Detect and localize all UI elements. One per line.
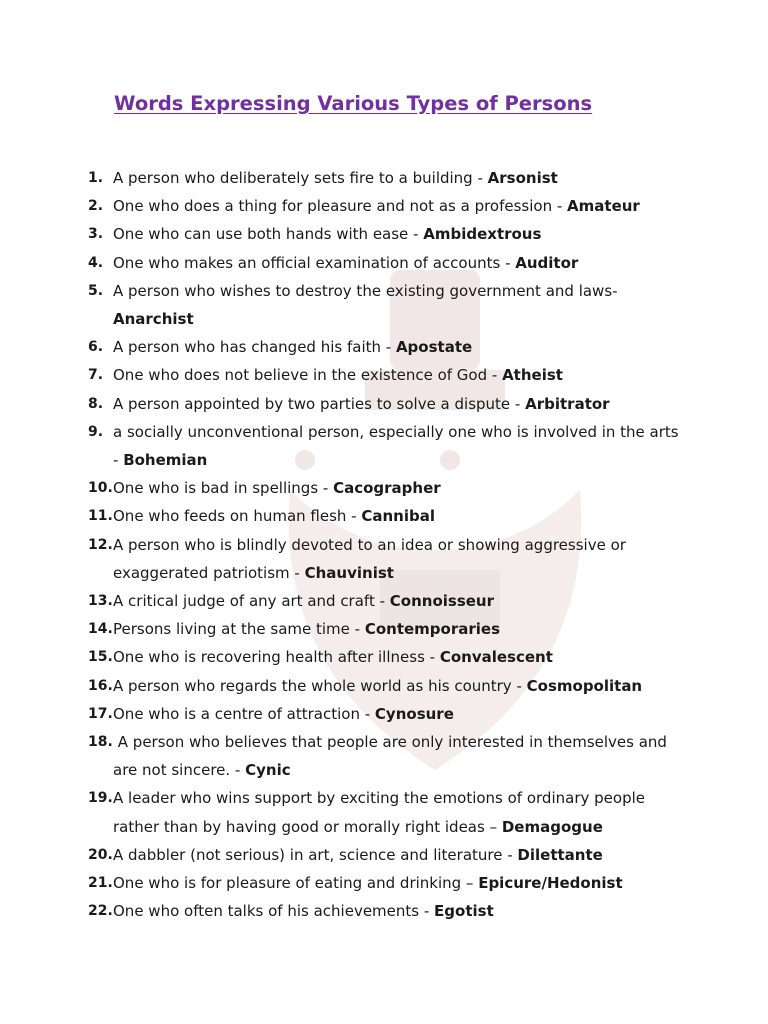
list-item [88,333,688,361]
list-item [88,164,688,192]
item-definition [113,474,688,502]
item-term: Cynosure [374,704,454,723]
item-term: Connoisseur [389,592,495,611]
item-description: A person who has changed his faith - [113,338,396,357]
item-term: Arbitrator [525,394,610,413]
item-number: 7. [88,367,104,384]
list-item [88,587,688,615]
item-term: Bohemian [123,451,208,470]
list-item [88,728,688,784]
item-term: Convalescent [439,648,553,667]
item-description: A person who believes that people are only interested in themselves and are not sincere. - [113,733,672,780]
item-description: One who is recovering health after illness - [113,648,440,667]
item-number: 14. [88,621,113,638]
item-term: Amateur [567,197,640,216]
item-term: Egotist [434,902,494,921]
item-number: 2. [88,198,104,215]
item-number: 1. [88,170,104,186]
item-definition [113,418,688,474]
item-description: A person who is blindly devoted to an idea or showing aggressive or exaggerated patriotism - [113,535,631,582]
list-item [88,277,688,333]
item-description: a socially unconventional person, especially one who is involved in the arts - [113,422,684,470]
item-description: One who feeds on human flesh - [113,507,362,526]
item-definition [113,502,688,530]
item-number: 22. [88,903,113,920]
item-definition [113,249,688,277]
item-definition [113,277,688,333]
item-definition [113,897,688,925]
item-number: 5. [88,282,104,299]
item-number: 13. [88,593,113,610]
item-number: 18. [88,734,113,751]
item-term: Dilettante [517,845,603,864]
item-definition [113,220,688,248]
item-term: Chauvinist [304,563,394,582]
list-item [88,249,688,277]
item-description: A person appointed by two parties to solve a dispute - [113,394,526,413]
item-number: 10. [88,480,113,497]
item-number: 17. [88,705,113,722]
list-item [88,390,688,418]
item-number: 6. [88,339,104,356]
item-term: Contemporaries [364,620,501,639]
page-title: Words Expressing Various Types of Persons [114,92,593,115]
item-description: A leader who wins support by exciting the emotions of ordinary people rather than by having good or morally right ideas – [113,789,650,836]
item-definition [113,361,688,389]
item-description: A dabbler (not serious) in art, science and literature - [113,845,518,864]
item-number: 8. [88,395,104,412]
item-number: 20. [88,846,113,863]
item-term: Auditor [515,253,579,272]
item-description: One who often talks of his achievements - [113,902,435,921]
item-description: One who is for pleasure of eating and drinking – [113,874,479,893]
item-description: A critical judge of any art and craft - [113,592,390,611]
list-item [88,502,688,530]
item-term: Arsonist [487,169,558,187]
item-definition [113,333,688,361]
item-number: 12. [88,536,113,553]
item-term: Epicure/Hedonist [478,874,623,893]
item-term: Cynic [245,761,291,780]
item-term: Apostate [395,338,473,357]
item-definition [113,700,688,728]
item-definition [113,192,688,220]
item-number: 15. [88,649,113,666]
list-item [88,897,688,925]
item-description: Persons living at the same time - [113,620,365,639]
item-term: Ambidextrous [423,225,542,244]
item-number: 19. [88,790,113,807]
item-description: One who does a thing for pleasure and not as a profession - [113,197,568,216]
item-description: One who is a centre of attraction - [113,704,375,723]
item-definition [113,841,688,869]
list-item [88,361,688,389]
item-term: Cannibal [361,507,436,526]
list-item [88,643,688,671]
item-term: Atheist [502,366,563,385]
list-item [88,192,688,220]
list-item [88,615,688,643]
word-list [88,164,688,925]
item-description: A person who deliberately sets fire to a building - [113,169,488,187]
list-item [88,672,688,700]
item-definition [113,587,688,615]
item-number: 4. [88,254,104,271]
item-definition [113,643,688,671]
item-number: 21. [88,875,113,892]
item-number: 16. [88,677,113,694]
item-term: Cosmopolitan [526,676,643,695]
list-item [88,531,688,587]
item-definition [113,672,688,700]
item-definition [113,390,688,418]
item-definition [113,869,688,897]
list-item [88,784,688,840]
list-item [88,841,688,869]
item-number: 11. [88,508,113,525]
list-item [88,869,688,897]
item-definition [113,728,688,784]
list-item [88,418,688,474]
item-description: One who is bad in spellings - [113,479,334,498]
item-definition [113,164,688,192]
item-definition [113,531,688,587]
list-item [88,220,688,248]
list-item [88,700,688,728]
item-term: Demagogue [501,817,603,836]
item-description: A person who regards the whole world as his country - [113,676,527,695]
item-definition [113,784,688,840]
item-description: A person who wishes to destroy the existing government and laws- [113,281,623,300]
item-term: Anarchist [113,310,194,329]
item-number: 9. [88,423,104,440]
item-term: Cacographer [333,479,441,498]
list-item [88,474,688,502]
item-number: 3. [88,226,104,243]
item-description: One who can use both hands with ease - [113,225,424,244]
item-description: One who makes an official examination of accounts - [113,253,516,272]
item-description: One who does not believe in the existence of God - [113,366,503,385]
item-definition [113,615,688,643]
